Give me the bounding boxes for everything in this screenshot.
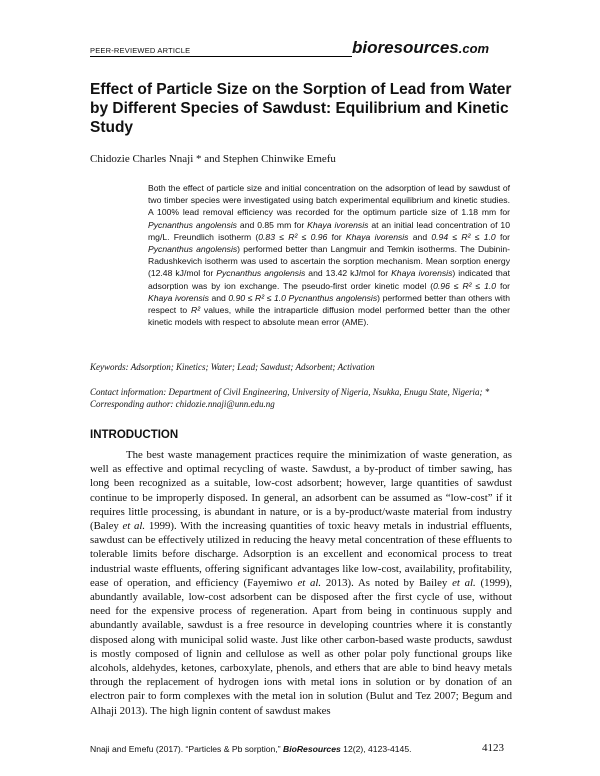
introduction-body: The best waste management practices require the minimization of waste generation, as well as effective and optimal recycling of waste. Sawdust, a by-product of timber sawing, has long been recognized as a suitable, low-cost adsorbent; however, large quantities of sawdust continue to be improperly disposed. In general, an adsorbent can be assumed as “low-cost” if it requires little processing, is abundant in nature, or is a by-product/waste material from industry (Baley et al. 1999). With the increasing quantities of toxic heavy metals in industrial effluents, sawdust can be effectively utilized in reducing the heavy metal concentration of these effluents to tolerable limits before discharge. Adsorption is an excellent and economical process to treat industrial waste effluents, offering significant advantages like low-cost, availability, profitability, ease of operation, and efficiency (Fayemiwo et al. 2013). As noted by Bailey et al. (1999), abundantly available, low-cost adsorbent can be disposed after the first cycle of use, without need for the expensive process of regeneration. Apart from being in continuous supply and abundantly available, sawdust is a free resource in developing countries where it is constantly disposed along with municipal solid waste. Just like other carbon-based waste products, sawdust is mostly composed of lignin and cellulose as well as other polar poly functional groups like alcohols, aldehydes, ketones, carboxylate, phenols, and ethers that are able to bind heavy metals through the replacement of hydrogen ions with metal ions in solution or by donation of an electron pair to form complexes with the metal ion in solution (Bulut and Tez 2007; Begum and Alhaji 2013). The high lignin content of sawdust makes bbox=[90, 449, 513, 717]
authors: Chidozie Charles Nnaji * and Stephen Chinwike Emefu bbox=[90, 153, 336, 165]
running-header: PEER-REVIEWED ARTICLE bbox=[90, 46, 191, 55]
contact-information: Contact information: Department of Civil Engineering, University of Nigeria, Nsukka, Enugu State, Nigeria; * Corresponding author: chidozie.nnaji@unn.edu.ng bbox=[90, 387, 490, 410]
brand-domain: .com bbox=[458, 41, 490, 56]
footer-citation: Nnaji and Emefu (2017). “Particles & Pb sorption,” BioResources 12(2), 4123-4145. bbox=[90, 744, 412, 754]
abstract: Both the effect of particle size and initial concentration on the adsorption of lead by sawdust of two timber species were investigated using batch experimental equilibrium and kinetic studies. A 100% lead removal efficiency was recorded for the optimum particle size of 1.18 mm for Pycnanthus angolensis and 0.85 mm for Khaya ivorensis at an initial lead concentration of 10 mg/L. Freundlich isotherm (0.83 ≤ R² ≤ 0.96 for Khaya ivorensis and 0.94 ≤ R² ≤ 1.0 for Pycnanthus angolensis) performed better than Langmuir and Temkin isotherms. The Dubinin-Radushkevich isotherm was used to ascertain the sorption mechanism. Mean sorption energy (12.48 kJ/mol for Pycnanthus angolensis and 13.42 kJ/mol for Khaya ivorensis) indicated that adsorption was by ion exchange. The pseudo-first order kinetic model (0.96 ≤ R² ≤ 1.0 for Khaya ivorensis and 0.90 ≤ R² ≤ 1.0 Pycnanthus angolensis) performed better than others with respect to R² values, while the intraparticle diffusion model performed better than the other kinetic models with respect to absolute mean error (AME). bbox=[148, 183, 511, 328]
page-number: 4123 bbox=[482, 742, 504, 754]
article-title: Effect of Particle Size on the Sorption of Lead from Water by Different Species of Sawdust: Equilibrium and Kinetic Study bbox=[90, 81, 512, 136]
brand-name: bioresources bbox=[352, 38, 459, 57]
header-rule bbox=[90, 56, 352, 57]
section-heading-introduction: INTRODUCTION bbox=[90, 429, 179, 441]
keywords: Keywords: Adsorption; Kinetics; Water; Lead; Sawdust; Adsorbent; Activation bbox=[90, 362, 375, 372]
journal-brand bbox=[352, 38, 489, 58]
